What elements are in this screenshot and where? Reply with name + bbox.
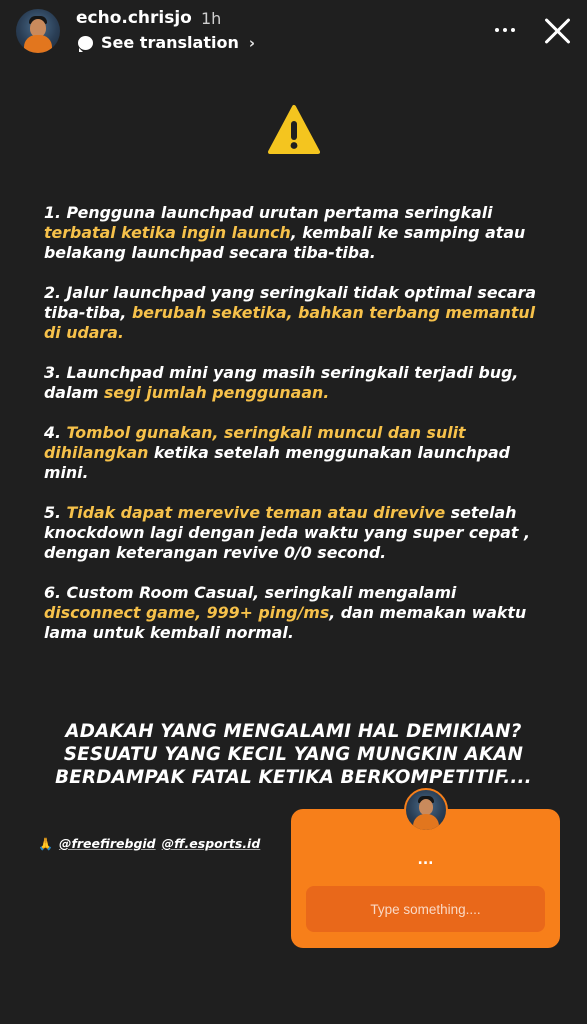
list-item: 3. Launchpad mini yang masih seringkali terjadi bug, dalam segi jumlah penggunaan.	[44, 363, 519, 402]
mention-link[interactable]: @freefirebgid	[58, 836, 156, 851]
mentions	[38, 836, 260, 851]
reply-input[interactable]	[306, 886, 545, 932]
translate-bubble-icon	[78, 36, 93, 50]
story-header	[0, 0, 587, 64]
list-item: 6. Custom Room Casual, seringkali mengalami disconnect game, 999+ ping/ms, dan memakan waktu lama untuk kembali normal.	[44, 583, 527, 642]
question-line: SESUATU YANG KECIL YANG MUNGKIN AKAN	[63, 744, 524, 765]
close-icon[interactable]	[543, 15, 573, 45]
list-item: 2. Jalur launchpad yang seringkali tidak optimal secara tiba-tiba, berubah seketika, bahkan terbang memantul di udara.	[44, 283, 537, 342]
question-line: ADAKAH YANG MENGALAMI HAL DEMIKIAN?	[65, 721, 522, 742]
more-icon[interactable]	[490, 18, 520, 42]
question-line: BERDAMPAK FATAL KETIKA BERKOMPETITIF....	[55, 767, 532, 788]
mention-link[interactable]: @ff.esports.id	[161, 836, 261, 851]
list-item: 5. Tidak dapat merevive teman atau direvive setelah knockdown lagi dengan jeda waktu yang super cepat , dengan keterangan revive 0/0 second.	[44, 503, 530, 562]
list-item: 4. Tombol gunakan, seringkali muncul dan sulit dihilangkan ketika setelah menggunakan launchpad mini.	[44, 423, 510, 482]
post-time: 1h	[201, 9, 222, 28]
chevron-right-icon: ›	[248, 33, 256, 52]
see-translation-label: See translation	[101, 33, 239, 52]
username[interactable]: echo.chrisjo	[76, 8, 192, 28]
sticker-prompt: ...	[417, 852, 434, 868]
avatar[interactable]	[16, 9, 60, 53]
see-translation-button[interactable]	[78, 33, 255, 52]
pray-icon: 🙏	[38, 836, 53, 851]
warning-icon	[268, 104, 320, 156]
story-text	[44, 203, 554, 663]
question-heading	[36, 720, 551, 789]
sticker-avatar	[404, 788, 448, 832]
list-item: 1. Pengguna launchpad urutan pertama seringkali terbatal ketika ingin launch, kembali ke samping atau belakang launchpad secara tiba-tiba.	[44, 203, 526, 262]
